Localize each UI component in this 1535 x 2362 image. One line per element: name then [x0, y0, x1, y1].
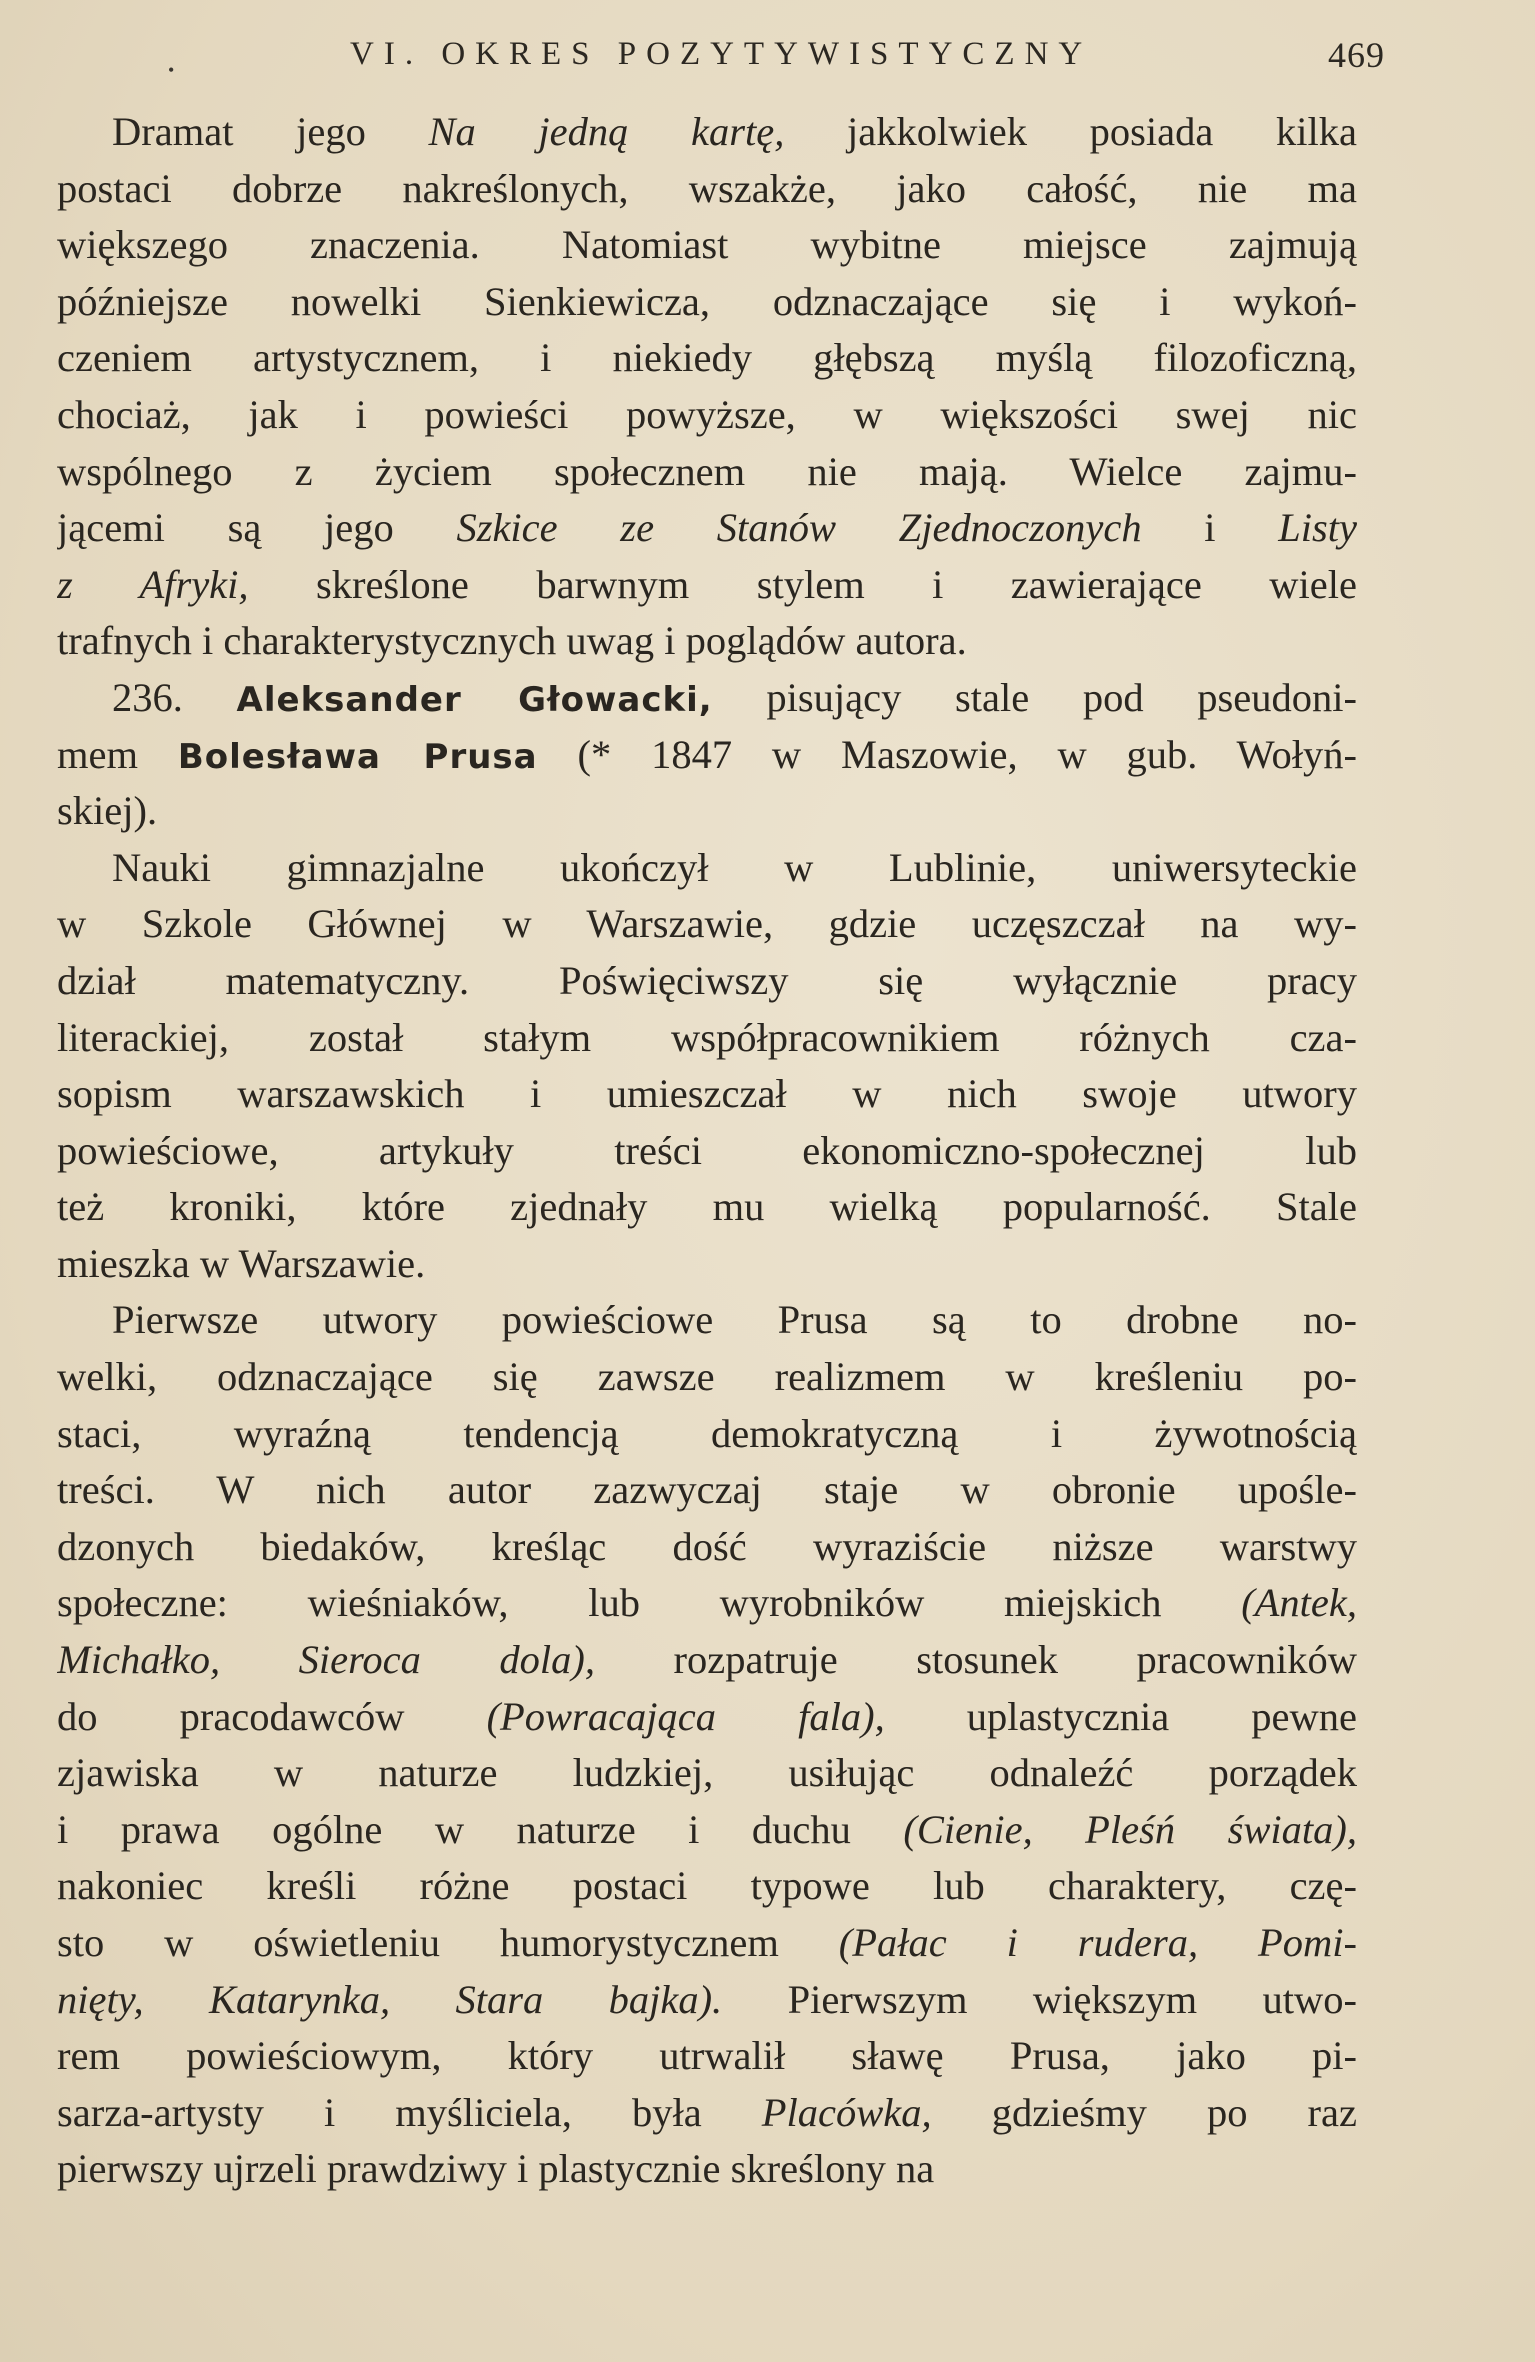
- italic-title: (Powracająca fala),: [486, 1693, 885, 1739]
- text-run: treści. W nich autor zazwyczaj staje w obronie upośle-: [57, 1467, 1357, 1513]
- text-run: społeczne: wieśniaków, lub wyrobników miejskich: [57, 1580, 1242, 1626]
- text-line: [57, 1406, 1357, 1463]
- text-line: [57, 1802, 1357, 1859]
- text-line: [57, 1745, 1357, 1802]
- text-run: w Szkole Głównej w Warszawie, gdzie uczęszczał na wy-: [57, 901, 1357, 947]
- text-line: [57, 783, 1357, 840]
- page-number: 469: [1328, 35, 1385, 75]
- italic-title: Szkice ze Stanów Zjednoczonych: [456, 505, 1142, 551]
- text-run: mieszka w Warszawie.: [57, 1240, 426, 1286]
- italic-title: (Antek,: [1241, 1580, 1357, 1626]
- text-line: [57, 727, 1357, 784]
- running-head: VI. OKRES POZYTYWISTYCZNY: [350, 36, 1093, 72]
- text-run: trafnych i charakterystycznych uwag i poglądów autora.: [57, 618, 967, 664]
- text-run: gdzieśmy po raz: [931, 2089, 1357, 2135]
- text-run: 236.: [112, 674, 237, 720]
- italic-title: z Afryki,: [57, 561, 249, 607]
- text-run: i: [1141, 505, 1279, 551]
- text-line: [57, 2141, 1357, 2198]
- text-run: zjawiska w naturze ludzkiej, usiłując odnaleźć porządek: [57, 1750, 1357, 1796]
- text-run: rem powieściowym, który utrwalił sławę Prusa, jako pi-: [57, 2033, 1357, 2079]
- text-line: [57, 330, 1357, 387]
- text-line: [57, 1519, 1357, 1576]
- text-run: dzonych biedaków, kreśląc dość wyraziście niższe warstwy: [57, 1523, 1357, 1569]
- text-run: wspólnego z życiem społecznem nie mają. Wielce zajmu-: [57, 448, 1357, 494]
- text-line: [57, 896, 1357, 953]
- text-line: [57, 1462, 1357, 1519]
- text-run: chociaż, jak i powieści powyższe, w większości swej nic: [57, 391, 1357, 437]
- text-run: czeniem artystycznem, i niekiedy głębszą myślą filozoficzną,: [57, 335, 1357, 381]
- text-run: staci, wyraźną tendencją demokratyczną i żywotnością: [57, 1410, 1357, 1456]
- text-run: sopism warszawskich i umieszczał w nich swoje utwory: [57, 1071, 1357, 1117]
- text-line: [57, 1689, 1357, 1746]
- italic-title: (Pałac i rudera, Pomi-: [838, 1920, 1357, 1965]
- italic-title: Listy: [1278, 505, 1357, 551]
- text-line: [57, 840, 1357, 897]
- text-line: [57, 613, 1357, 670]
- text-line: [57, 161, 1357, 218]
- text-line: [57, 104, 1357, 161]
- text-run: pierwszy ujrzeli prawdziwy i plastycznie skreślony na: [57, 2146, 935, 2192]
- text-run: postaci dobrze nakreślonych, wszakże, jako całość, nie ma: [57, 165, 1357, 211]
- text-run: skreślone barwnym stylem i zawierające wiele: [248, 561, 1357, 607]
- text-line: [57, 217, 1357, 274]
- text-line: [57, 1915, 1357, 1972]
- text-run: sarza-artysty i myśliciela, była: [57, 2089, 762, 2135]
- text-line: [57, 1010, 1357, 1067]
- italic-title: nięty, Katarynka, Stara bajka).: [57, 1976, 723, 2022]
- text-run: nakoniec kreśli różne postaci typowe lub charaktery, czę-: [57, 1863, 1357, 1909]
- text-run: Pierwsze utwory powieściowe Prusa są to drobne no-: [112, 1297, 1357, 1343]
- italic-title: Michałko, Sieroca dola),: [57, 1637, 595, 1683]
- bold-name: Aleksander Głowacki,: [236, 679, 713, 720]
- text-line: [57, 500, 1357, 557]
- text-line: [57, 2028, 1357, 2085]
- text-run: pisujący stale pod pseudoni-: [712, 674, 1357, 720]
- text-line: [57, 1179, 1357, 1236]
- text-run: sto w oświetleniu humorystycznem: [57, 1920, 839, 1965]
- text-run: Pierwszym większym utwo-: [722, 1976, 1357, 2022]
- text-line: [57, 953, 1357, 1010]
- text-line: [57, 1236, 1357, 1293]
- text-run: (* 1847 w Maszowie, w gub. Wołyń-: [537, 731, 1357, 777]
- text-run: większego znaczenia. Natomiast wybitne miejsce zajmują: [57, 222, 1357, 268]
- text-run: dział matematyczny. Poświęciwszy się wyłącznie pracy: [57, 957, 1357, 1003]
- text-run: i prawa ogólne w naturze i duchu: [57, 1806, 904, 1852]
- text-run: późniejsze nowelki Sienkiewicza, odznaczające się i wykoń-: [57, 278, 1357, 324]
- italic-title: Na jedną kartę,: [428, 109, 785, 154]
- text-line: [57, 1972, 1357, 2029]
- text-line: [57, 1066, 1357, 1123]
- text-run: jakkolwiek posiada kilka: [784, 109, 1357, 154]
- text-run: Dramat jego: [112, 109, 429, 154]
- text-line: [57, 444, 1357, 501]
- text-run: mem: [57, 731, 178, 777]
- italic-title: (Cienie, Pleśń świata),: [903, 1806, 1357, 1852]
- text-line: [57, 1632, 1357, 1689]
- italic-title: Placówka,: [761, 2089, 932, 2135]
- text-line: [57, 1349, 1357, 1406]
- text-run: jącemi są jego: [57, 505, 457, 551]
- text-run: Nauki gimnazjalne ukończył w Lublinie, uniwersyteckie: [112, 844, 1357, 890]
- text-run: też kroniki, które zjednały mu wielką popularność. Stale: [57, 1184, 1357, 1230]
- text-run: do pracodawców: [57, 1693, 487, 1739]
- text-run: skiej).: [57, 788, 158, 834]
- text-run: uplastycznia pewne: [884, 1693, 1357, 1739]
- text-run: rozpatruje stosunek pracowników: [595, 1637, 1357, 1683]
- text-line: [57, 387, 1357, 444]
- bold-name: Bolesława Prusa: [177, 736, 538, 777]
- text-line: [57, 1123, 1357, 1180]
- text-run: literackiej, został stałym współpracownikiem różnych cza-: [57, 1014, 1357, 1060]
- text-line: [57, 557, 1357, 614]
- text-line: [57, 1575, 1357, 1632]
- body-text: [57, 104, 1357, 2198]
- page-header: [60, 35, 1385, 86]
- text-line: [57, 274, 1357, 331]
- text-run: welki, odznaczające się zawsze realizmem w kreśleniu po-: [57, 1354, 1357, 1400]
- ink-speck: •: [168, 60, 175, 80]
- text-line: [57, 2085, 1357, 2142]
- text-line: [57, 1858, 1357, 1915]
- text-line: [57, 1292, 1357, 1349]
- text-run: powieściowe, artykuły treści ekonomiczno-społecznej lub: [57, 1127, 1357, 1173]
- text-line: [57, 670, 1357, 727]
